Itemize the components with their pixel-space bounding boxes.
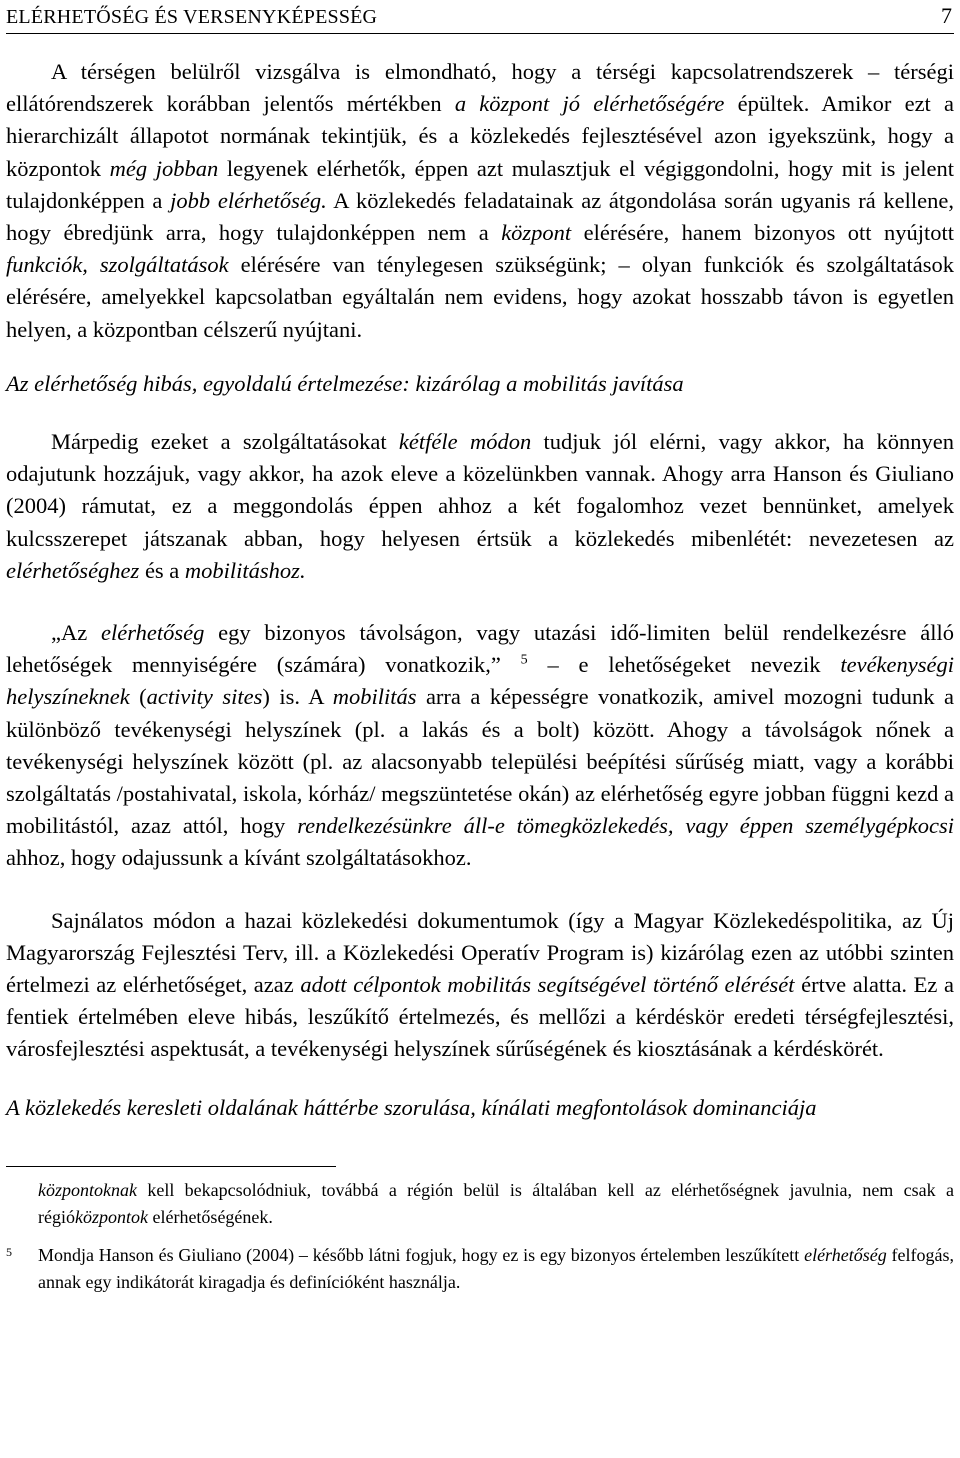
- emphasis: funkciók, szolgáltatások: [6, 252, 229, 278]
- emphasis: mobilitás: [332, 684, 417, 710]
- emphasis: még jobban: [109, 155, 219, 181]
- running-header: [6, 0, 954, 34]
- emphasis: kétféle módon: [398, 429, 532, 455]
- emphasis: központ: [501, 220, 572, 246]
- header-title: ELÉRHETŐSÉG ÉS VERSENYKÉPESSÉG: [6, 6, 378, 28]
- emphasis: elérhetőség: [101, 620, 205, 646]
- emphasis: activity sites: [146, 684, 263, 710]
- footnote-number: 5: [6, 1244, 12, 1259]
- paragraph-1: A térségen belülről vizsgálva is elmondható, hogy a térségi kapcsolatrendszerek – térségi ellátórendszerek korábban jelentős mértékben a központ jó elérhetőségére épültek. Amikor ezt a hierarchizált állapotot normának tekintjük, és a közlekedés fejlesztésével azon igyekszünk, hogy a központok még jobban legyenek elérhetők, éppen azt mulasztjuk el végiggondolni, hogy mit is jelent tulajdonképpen a jobb elérhetőség. A közlekedés feladatainak az átgondolása során ugyanis rá kellene, hogy ébredjünk arra, hogy tulajdonképpen nem a központ elérésére, hanem bizonyos ott nyújtott funkciók, szolgáltatások elérésére van ténylegesen szükségünk; – olyan funkciók és szolgáltatások elérésére, amelyekkel kapcsolatban egyáltalán nem evidens, hogy azokat hosszabb távon is egyetlen helyen, a központban célszerű nyújtani.: [6, 59, 955, 342]
- footnote-5: [6, 1242, 954, 1297]
- footnote-separator: [6, 1166, 336, 1167]
- footnote-reference[interactable]: 5: [520, 652, 528, 668]
- emphasis: elérhetőséghez: [6, 557, 140, 583]
- section-heading-1: Az elérhetőség hibás, egyoldalú értelmezése: kizárólag a mobilitás javítása: [6, 370, 684, 396]
- footnote-5-text: Mondja Hanson és Giuliano (2004) – később látni fogjuk, hogy ez is egy bizonyos értelemben leszűkített elérhetőség felfogás, annak egy indikátorát kiragadja és definícióként használja.: [38, 1244, 955, 1293]
- footnotes: [6, 1177, 954, 1297]
- emphasis: tevékenységi helyszíneknek: [6, 652, 955, 710]
- emphasis: rendelkezésünkre áll-e tömegközlekedés, vagy éppen személygépkocsi: [297, 813, 954, 839]
- footnote-continuation: központoknak kell bekapcsolódniuk, továbbá a régión belül is általában kell az elérhetőségnek javulnia, nem csak a régióközpontok elérhetőségének.: [38, 1179, 954, 1228]
- page-number: 7: [941, 3, 952, 28]
- emphasis: a központ jó elérhetőségére: [454, 91, 725, 117]
- emphasis: jobb elérhetőség.: [170, 187, 327, 213]
- document-page: [6, 0, 954, 1297]
- paragraph-2: Márpedig ezeket a szolgáltatásokat kétféle módon tudjuk jól elérni, vagy akkor, ha könnyen odajutunk hozzájuk, vagy akkor, ha azok eleve a közelünkben vannak. Ahogy arra Hanson és Giuliano (2004) rámutat, ez a meggondolás éppen ahhoz a két fogalomhoz vezet bennünket, amelyek kulcsszerepet játszanak abban, hogy helyesen értsük a közlekedés mibenlétét: nevezetesen az elérhetőséghez és a mobilitáshoz.: [6, 429, 955, 583]
- emphasis: adott célpontok mobilitás segítségével történő elérését: [300, 972, 795, 998]
- section-heading-2: A közlekedés keresleti oldalának háttérbe szorulása, kínálati megfontolások dominanciája: [6, 1094, 817, 1120]
- emphasis: mobilitáshoz.: [184, 557, 306, 583]
- paragraph-3-quote: „Az elérhetőség egy bizonyos távolságon, vagy utazási idő-limiten belül rendelkezésre álló lehetőségek mennyiségére (számára) vonatkozik,” $^5$ – e lehetőségeket nevezik tevékenységi helyszíneknek (activity sites) is. A mobilitás arra a képességre vonatkozik, amivel mozogni tudunk a különböző tevékenységi helyszínek (pl. a lakás és a bolt) között. Ahogy a távolságok nőnek a tevékenységi helyszínek között (pl. az alacsonyabb települési beépítési sűrűség miatt, vagy a korábbi szolgáltatás /postahivatal, iskola, kórház/ megszüntetése okán) az elérhetőség egyre jobban függni kezd a mobilitástól, azaz attól, hogy rendelkezésünkre áll-e tömegközlekedés, vagy éppen személygépkocsi ahhoz, hogy odajussunk a kívánt szolgáltatásokhoz.: [6, 620, 955, 871]
- paragraph-4: Sajnálatos módon a hazai közlekedési dokumentumok (így a Magyar Közlekedéspolitika, az Új Magyarország Fejlesztési Terv, ill. a Közlekedési Operatív Program is) kizárólag ezen az utóbbi szinten értelmezi az elérhetőséget, azaz adott célpontok mobilitás segítségével történő elérését értve alatta. Ez a fentiek értelmében eleve hibás, leszűkítő értelmezés, és mellőzi a kérdéskör eredeti térségfejlesztési, városfejlesztési aspektusát, a tevékenységi helyszínek sűrűségének és kiosztásának a kérdéskörét.: [6, 907, 954, 1062]
